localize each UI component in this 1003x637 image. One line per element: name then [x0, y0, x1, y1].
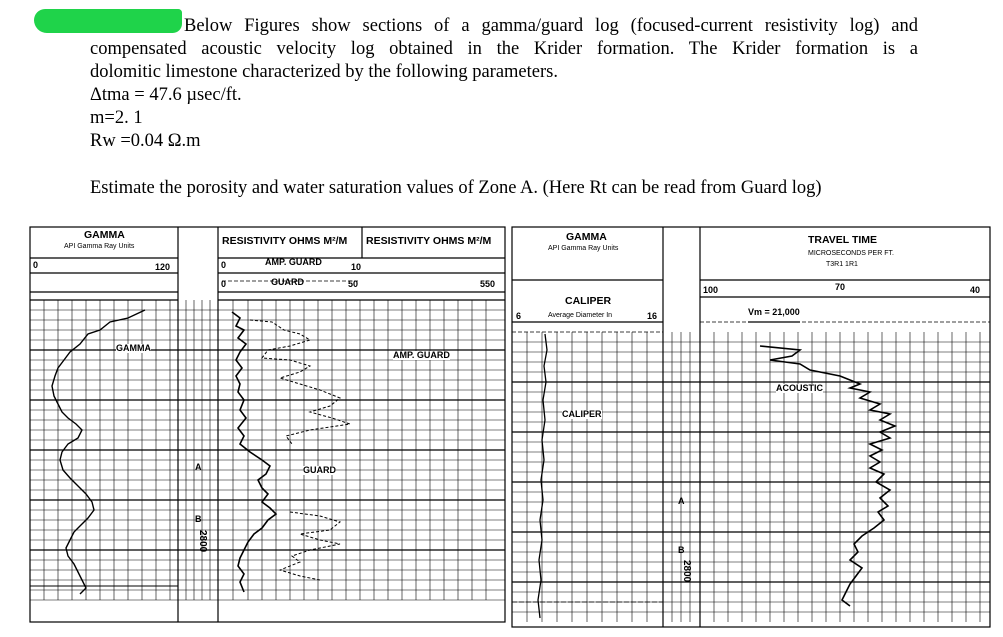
travel-time-subheader: MICROSECONDS PER FT.	[808, 250, 894, 257]
param-m: m=2. 1	[90, 108, 143, 128]
gamma-scale-max: 120	[155, 262, 171, 272]
problem-line-2: compensated acoustic velocity log obtained in the Krider formation. The Krider formation is a	[90, 39, 918, 59]
resistivity-header-2: RESISTIVITY OHMS M²/M	[366, 235, 492, 247]
caliper-curve-label: CALIPER	[562, 409, 602, 419]
travel-time-max: 40	[970, 285, 981, 295]
caliper-scale-min: 6	[516, 311, 522, 321]
caliper-scale-max: 16	[647, 311, 658, 321]
zone-b-marker: B	[195, 514, 202, 524]
gamma-subheader: API Gamma Ray Units	[64, 243, 135, 250]
gamma-subheader-right: API Gamma Ray Units	[548, 245, 619, 252]
zone-a-marker-right: A	[678, 496, 685, 506]
matrix-velocity-label: Vm = 21,000	[748, 307, 800, 317]
depth-label: 2800	[197, 530, 208, 553]
zone-b-marker-right: B	[678, 545, 685, 555]
caliper-header: CALIPER	[565, 295, 612, 307]
param-dtma: Δtma = 47.6 µsec/ft.	[90, 85, 242, 105]
amp-guard-min: 0	[221, 260, 227, 270]
zone-a-marker: A	[195, 462, 202, 472]
amp-guard-label: AMP. GUARD	[265, 257, 322, 267]
guard-max: 50	[348, 279, 359, 289]
param-rw: Rw =0.04 Ω.m	[90, 131, 201, 151]
guard-min: 0	[221, 279, 227, 289]
gamma-header-right: GAMMA	[566, 231, 607, 243]
amp-guard-max: 10	[351, 262, 362, 272]
gamma-scale-min: 0	[33, 260, 39, 270]
question: Estimate the porosity and water saturation values of Zone A. (Here Rt can be read from Guard log)	[90, 178, 822, 198]
caliper-subheader: Average Diameter In	[548, 312, 613, 319]
guard-label: GUARD	[271, 277, 304, 287]
amp-guard-far-max: 550	[480, 279, 496, 289]
travel-time-min: 100	[703, 285, 719, 295]
gamma-header: GAMMA	[84, 229, 125, 241]
problem-line-3: dolomitic limestone characterized by the following parameters.	[90, 62, 558, 82]
resistivity-header-1: RESISTIVITY OHMS M²/M	[222, 235, 348, 247]
depth-label-right: 2800	[681, 560, 692, 583]
gamma-curve-label: GAMMA	[116, 343, 151, 353]
travel-time-spacing: T3R1 1R1	[826, 261, 858, 268]
amp-guard-curve-label: AMP. GUARD	[393, 350, 450, 360]
acoustic-curve-label: ACOUSTIC	[776, 383, 823, 393]
problem-line-1: Below Figures show sections of a gamma/guard log (focused-current resistivity log) and	[184, 16, 918, 36]
guard-curve-label: GUARD	[303, 465, 336, 475]
travel-time-header: TRAVEL TIME	[808, 234, 878, 246]
travel-time-mid: 70	[835, 282, 846, 292]
